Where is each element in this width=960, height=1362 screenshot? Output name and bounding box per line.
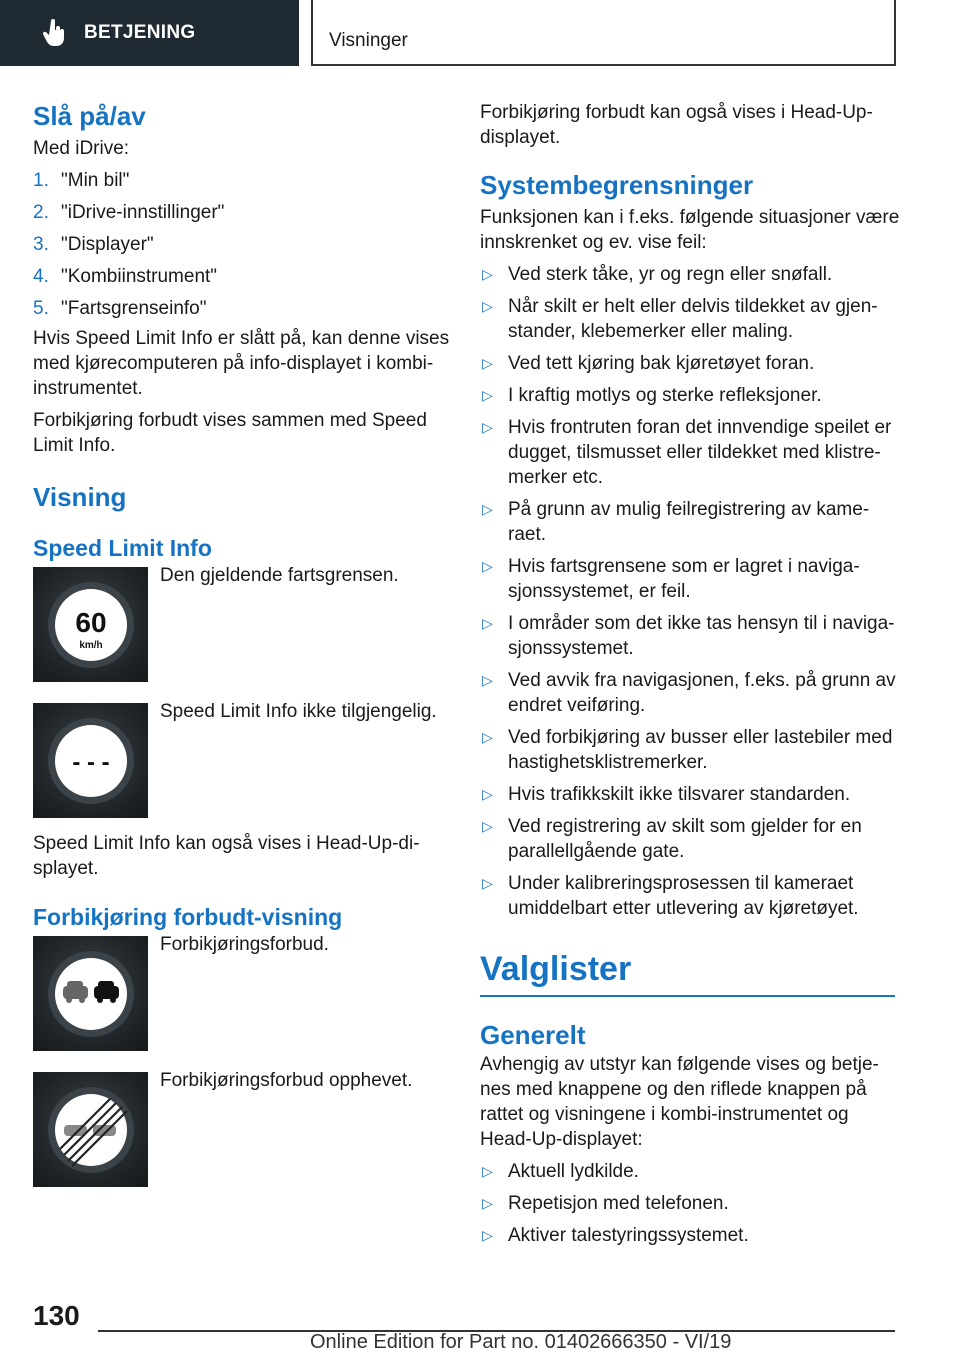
- list-item-text: I kraftig motlys og sterke refleksjoner.: [508, 385, 822, 406]
- list-item: [33, 296, 451, 326]
- step-text: "iDrive-innstillinger": [61, 202, 225, 223]
- heading-general: Generelt: [480, 1020, 586, 1050]
- sign-row: [33, 567, 451, 682]
- chapter-tab: [311, 0, 896, 66]
- sign-row: [33, 936, 451, 1051]
- list-item: [480, 668, 900, 718]
- steps-list: [33, 168, 451, 326]
- list-item-text: Hvis trafikkskilt ikke tilsvarer standarden.: [508, 784, 851, 805]
- list-item-text: Ved tett kjøring bak kjøretøyet foran.: [508, 353, 815, 374]
- right-column: [480, 100, 900, 1248]
- list-item-text: Ved registrering av skilt som gjelder for en parallellgående gate.: [508, 816, 862, 862]
- step-number: 2.: [33, 202, 49, 223]
- step-number: 5.: [33, 298, 49, 319]
- sign-caption: Forbikjøringsforbud opphevet.: [160, 1070, 413, 1091]
- step-text: "Kombiinstrument": [61, 266, 218, 287]
- speed-limit-sign-image: [33, 567, 148, 682]
- list-item: [480, 497, 900, 547]
- list-item: [480, 814, 900, 864]
- limit-unavailable-sign-image: [33, 703, 148, 818]
- heading-system-limits: Systembegrensninger: [480, 170, 754, 200]
- paragraph: Hvis Speed Limit Info er slått på, kan denne vises med kjørecomputeren på info-displayet i kombi-instrumentet.: [33, 328, 450, 399]
- section-label: BETJENING: [84, 22, 196, 43]
- section-tab: [0, 0, 299, 66]
- idrive-intro: Med iDrive:: [33, 138, 130, 159]
- list-item-text: Under kalibreringsprosessen til kameraet umiddelbart etter utlevering av kjøretøyet.: [508, 873, 859, 919]
- list-item-text: Ved forbikjøring av busser eller lastebiler med hastighetsklistremerker.: [508, 727, 893, 773]
- sign-speed-value: 60: [74, 606, 107, 638]
- paragraph: Speed Limit Info kan også vises i Head-Up-di-splayet.: [33, 833, 420, 879]
- list-item-text: Når skilt er helt eller delvis tildekket av gjen-stander, klebemerker eller maling.: [508, 296, 878, 342]
- heading-speed-limit-info: Speed Limit Info: [33, 535, 212, 561]
- sign-caption: Den gjeldende fartsgrensen.: [160, 565, 399, 586]
- bullet-triangle-icon: ▷: [482, 298, 493, 314]
- limits-list: [480, 262, 900, 921]
- bullet-triangle-icon: ▷: [482, 875, 493, 891]
- sign-speed-unit: km/h: [78, 639, 103, 651]
- list-item: [33, 168, 451, 200]
- list-item: [33, 200, 451, 232]
- bullet-triangle-icon: ▷: [482, 672, 493, 688]
- list-item-text: Hvis fartsgrensene som er lagret i naviga-sjonssystemet, er feil.: [508, 556, 860, 602]
- bullet-triangle-icon: ▷: [482, 1195, 493, 1211]
- step-text: "Displayer": [61, 234, 154, 255]
- bullet-triangle-icon: ▷: [482, 266, 493, 282]
- list-item: [480, 871, 900, 921]
- left-column: [33, 100, 451, 1187]
- sign-row: [33, 703, 451, 818]
- step-number: 1.: [33, 170, 49, 191]
- sign-dashes: - - -: [71, 748, 110, 776]
- heading-choice-lists: Valglister: [480, 947, 895, 997]
- list-item: [480, 725, 900, 775]
- list-item: [480, 782, 900, 807]
- list-item: [480, 262, 900, 287]
- sign-row: [33, 1072, 451, 1187]
- list-item-text: På grunn av mulig feilregistrering av kame-raet.: [508, 499, 870, 545]
- bullet-triangle-icon: ▷: [482, 419, 493, 435]
- sign-caption: Speed Limit Info ikke tilgjengelig.: [160, 701, 437, 722]
- list-item: [480, 611, 900, 661]
- list-item-text: Aktiver talestyringssystemet.: [508, 1225, 749, 1246]
- bullet-triangle-icon: ▷: [482, 387, 493, 403]
- footer-edition: Online Edition for Part no. 01402666350 - VI/19: [310, 1331, 732, 1353]
- list-item: [480, 554, 900, 604]
- list-item: [480, 383, 900, 408]
- list-item-text: Ved sterk tåke, yr og regn eller snøfall.: [508, 264, 833, 285]
- bullet-triangle-icon: ▷: [482, 615, 493, 631]
- list-item: [480, 415, 900, 490]
- end-no-overtaking-sign-image: [33, 1072, 148, 1187]
- list-item: [33, 264, 451, 296]
- list-item: [480, 1223, 900, 1248]
- heading-display: Visning: [33, 482, 127, 512]
- bullet-triangle-icon: ▷: [482, 558, 493, 574]
- list-item-text: Aktuell lydkilde.: [508, 1161, 639, 1182]
- list-item: [33, 232, 451, 264]
- page-number: 130: [33, 1300, 80, 1331]
- list-item-text: Repetisjon med telefonen.: [508, 1193, 729, 1214]
- no-overtaking-sign-image: [33, 936, 148, 1051]
- paragraph: Forbikjøring forbudt kan også vises i Head-Up-displayet.: [480, 102, 873, 148]
- list-item-text: Hvis frontruten foran det innvendige speilet er dugget, tilsmusset eller tildekket med klistre-merker etc.: [508, 417, 892, 488]
- list-item: [480, 1191, 900, 1216]
- bullet-triangle-icon: ▷: [482, 818, 493, 834]
- list-item-text: Ved avvik fra navigasjonen, f.eks. på grunn av endret veiføring.: [508, 670, 896, 716]
- step-number: 4.: [33, 266, 49, 287]
- paragraph: Funksjonen kan i f.eks. følgende situasjoner være innskrenket og ev. vise feil:: [480, 207, 900, 253]
- paragraph: Forbikjøring forbudt vises sammen med Speed Limit Info.: [33, 410, 427, 456]
- list-item-text: I områder som det ikke tas hensyn til i naviga-sjonssystemet.: [508, 613, 895, 659]
- list-item: [480, 351, 900, 376]
- step-text: "Min bil": [61, 170, 130, 191]
- bullet-triangle-icon: ▷: [482, 1163, 493, 1179]
- bullet-triangle-icon: ▷: [482, 355, 493, 371]
- chapter-title: Visninger: [329, 30, 408, 51]
- hand-pointer-icon: [40, 18, 70, 48]
- bullet-triangle-icon: ▷: [482, 1227, 493, 1243]
- list-item: [480, 1159, 900, 1184]
- sign-caption: Forbikjøringsforbud.: [160, 934, 329, 955]
- options-list: [480, 1159, 900, 1248]
- bullet-triangle-icon: ▷: [482, 501, 493, 517]
- bullet-triangle-icon: ▷: [482, 786, 493, 802]
- paragraph: Avhengig av utstyr kan følgende vises og betje-nes med knappene og den riflede knappen på rattet og visningene i kombi-instrumentet og Head-Up-displayet:: [480, 1054, 879, 1150]
- step-number: 3.: [33, 234, 49, 255]
- list-item: [480, 294, 900, 344]
- step-text: "Fartsgrenseinfo": [61, 298, 207, 319]
- heading-switch-on-off: Slå på/av: [33, 101, 146, 131]
- bullet-triangle-icon: ▷: [482, 729, 493, 745]
- heading-no-overtaking: Forbikjøring forbudt-visning: [33, 904, 343, 930]
